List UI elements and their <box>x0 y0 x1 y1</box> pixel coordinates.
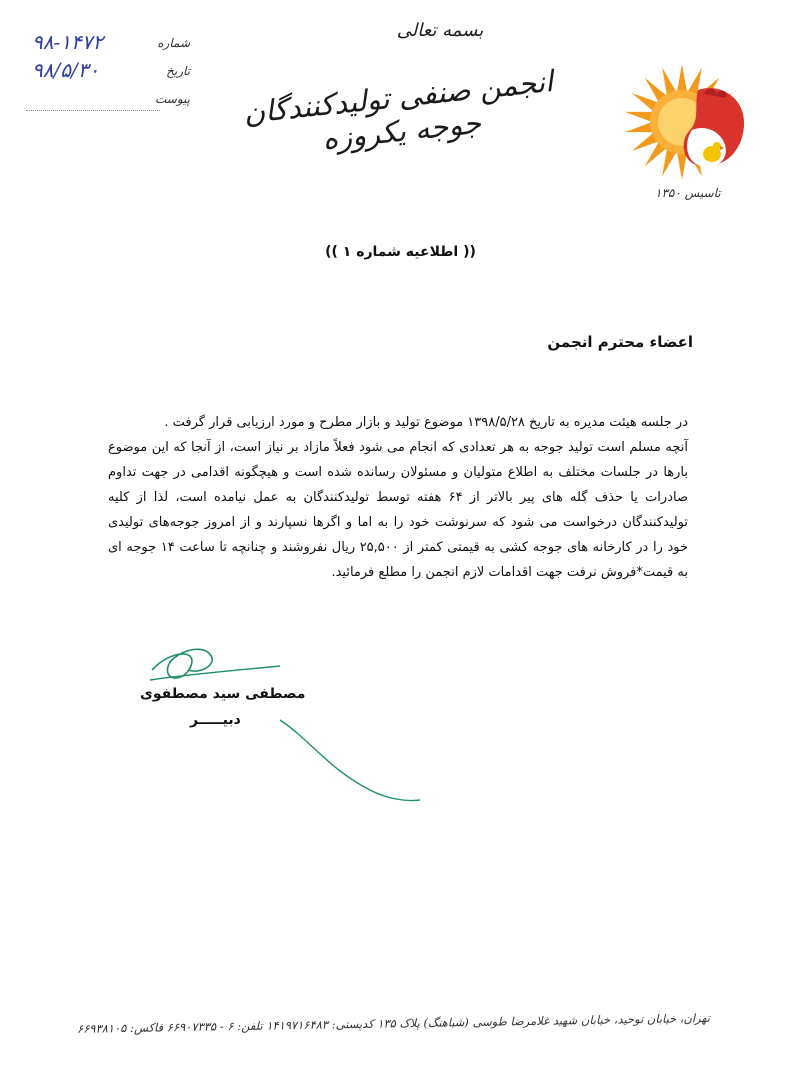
notice-body <box>108 410 688 585</box>
attachment-dotted-line <box>26 110 160 111</box>
org-name: انجمن صنفی تولیدکنندگان جوجه یکروزه <box>241 63 555 157</box>
body-paragraph-1: در جلسه هیئت مدیره به تاریخ ۱۳۹۸/۵/۲۸ موضوع تولید و بازار مطرح و مورد ارزیابی قرار گرفت . <box>164 415 688 430</box>
signer-name: مصطفی سید مصطفوی <box>140 686 306 702</box>
letter-number-value: ۹۸-۱۴۷۲ <box>32 30 104 54</box>
signature-scribble-icon <box>130 640 430 810</box>
meta-attachment-row <box>20 86 190 112</box>
meta-number-row <box>20 30 190 56</box>
letter-date-value: ۹۸/۵/۳۰ <box>32 58 100 82</box>
letter-number-label: شماره <box>157 36 190 50</box>
meta-date-row <box>20 58 190 84</box>
signer-title: دبیـــــر <box>190 712 241 728</box>
footer-address: تهران، خیابان توحید، خیابان شهید غلامرضا طوسی (شباهنگ) پلاک ۱۳۵ کدپستی: ۱۴۱۹۷۱۶۴۸۳ تلفن: ۶ - ۶۶۹۰۷۳۳۵ فاکس: ۶۶۹۳۸۱۰۵ <box>76 1010 711 1036</box>
org-header <box>230 20 570 157</box>
notice-title: (( اطلاعیه شماره ۱ )) <box>325 244 476 260</box>
letter-attachment-label: پیوست <box>155 92 190 106</box>
basmala: بسمه تعالی <box>396 20 484 41</box>
letter-meta <box>20 30 190 130</box>
founded-year: تاسیس ۱۳۵۰ <box>655 186 721 200</box>
letter-date-label: تاریخ <box>166 64 190 78</box>
org-logo <box>620 60 760 190</box>
body-paragraph-2: آنچه مسلم است تولید جوجه به هر تعدادی که انجام می شود فعلاً مازاد بر نیاز است، از آنجا که این موضوع بارها در جلسات مختلف به اطلاع متولیان و مسئولان رسانده شده است و هیچگونه اقدامی در جهت تداوم صادرات یا حذف گله های پیر بالاتر از ۶۴ هفته توسط تولیدکنندگان به عمل نیامده است، لذا از کلیه تولیدکنندگان درخواست می شود که سرنوشت خود را به اما و اگرها نسپارند و از امروز جوجه‌های تولیدی خود را در کارخانه های جوجه کشی به قیمتی کمتر از ۲۵,۵۰۰ ریال نفروشند و چنانچه تا ساعت ۱۴ جوجه ای به قیمت*فروش نرفت جهت اقدامات لازم انجمن را مطلع فرمائید. <box>108 440 688 580</box>
sun-rooster-logo-icon <box>620 60 760 190</box>
handwritten-signature <box>130 640 430 810</box>
salutation: اعضاء محترم انجمن <box>547 333 693 351</box>
